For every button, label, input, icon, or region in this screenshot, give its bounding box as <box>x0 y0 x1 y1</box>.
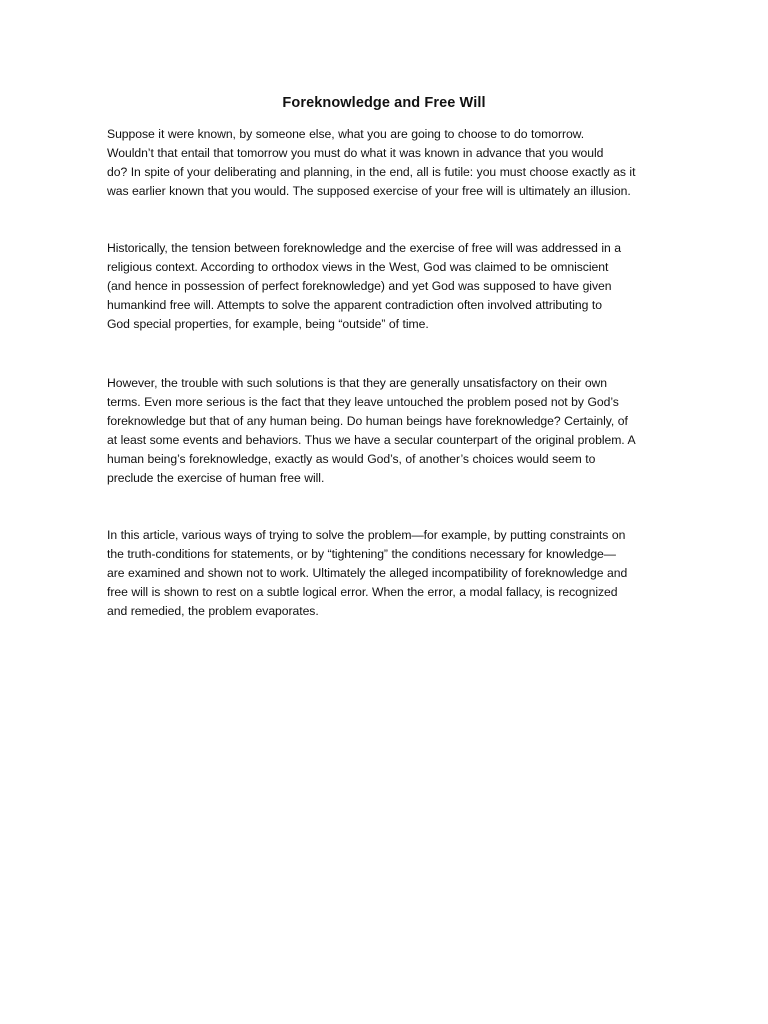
text-line: In this article, various ways of trying to solve the problem—for example, by putting constraints on <box>107 528 626 542</box>
page-title: Foreknowledge and Free Will <box>282 95 486 111</box>
text-line: are examined and shown not to work. Ultimately the alleged incompatibility of foreknowledge and <box>107 566 628 580</box>
text-line: free will is shown to rest on a subtle logical error. When the error, a modal fallacy, is recognized <box>107 585 618 599</box>
text-line: foreknowledge but that of any human being. Do human beings have foreknowledge? Certainly, of <box>107 414 628 428</box>
text-line: human being’s foreknowledge, exactly as would God’s, of another’s choices would seem to <box>107 452 596 466</box>
text-line: and remedied, the problem evaporates. <box>107 604 319 618</box>
text-line: do? In spite of your deliberating and planning, in the end, all is futile: you must choose exactly as it <box>107 165 636 179</box>
paragraph-4 <box>107 526 667 621</box>
text-line: Wouldn’t that entail that tomorrow you must do what it was known in advance that you would <box>107 146 604 160</box>
text-line: at least some events and behaviors. Thus we have a secular counterpart of the original problem. A <box>107 433 636 447</box>
text-line: Historically, the tension between foreknowledge and the exercise of free will was addressed in a <box>107 241 621 255</box>
paragraph-1 <box>107 125 667 201</box>
text-line: the truth-conditions for statements, or by “tightening” the conditions necessary for knowledge— <box>107 547 616 561</box>
paragraph-3 <box>107 374 667 488</box>
text-line: God special properties, for example, being “outside” of time. <box>107 317 429 331</box>
text-line: preclude the exercise of human free will. <box>107 471 325 485</box>
text-line: was earlier known that you would. The supposed exercise of your free will is ultimately an illusion. <box>107 184 631 198</box>
paragraph-2 <box>107 239 667 334</box>
text-line: terms. Even more serious is the fact that they leave untouched the problem posed not by God’s <box>107 395 619 409</box>
text-line: religious context. According to orthodox views in the West, God was claimed to be omniscient <box>107 260 609 274</box>
text-line: However, the trouble with such solutions is that they are generally unsatisfactory on their own <box>107 376 608 390</box>
text-line: humankind free will. Attempts to solve the apparent contradiction often involved attributing to <box>107 298 602 312</box>
text-line: Suppose it were known, by someone else, what you are going to choose to do tomorrow. <box>107 127 585 141</box>
text-line: (and hence in possession of perfect foreknowledge) and yet God was supposed to have given <box>107 279 612 293</box>
